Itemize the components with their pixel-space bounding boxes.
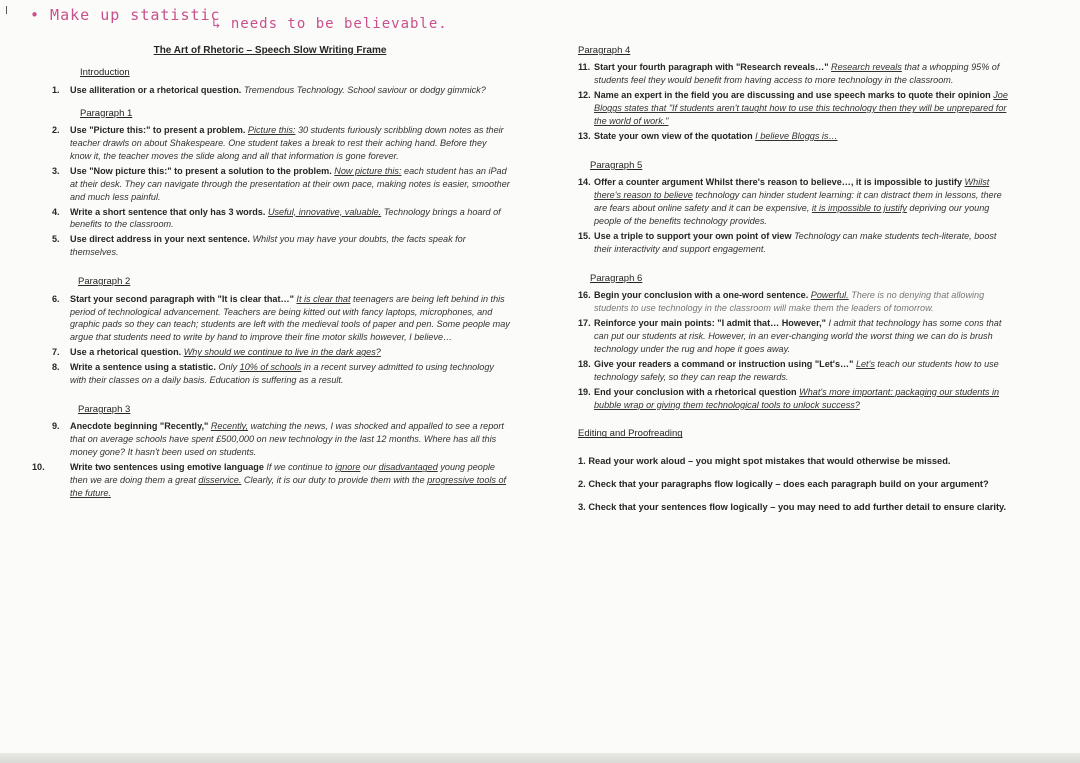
item-example-underlined: I believe Bloggs is… <box>755 131 838 142</box>
item-example-underlined: What's more important: packaging our students in bubble wrap or giving them technological tools to unlock success? <box>594 386 1000 410</box>
section-heading-paragraph-4: Paragraph 4 <box>578 45 631 56</box>
handwritten-note-2: ↳ needs to be believable. <box>212 16 448 32</box>
item-example: 30 students furiously scribbling down notes as their teacher drawls on about Shakespeare. One student takes a break to rest their aching hand. Before they know it, the teacher moves the slide along and all that information is gone forever. <box>70 125 504 161</box>
item-number: 3. <box>52 165 60 176</box>
left-column <box>30 44 510 502</box>
item-instruction: Use alliteration or a rhetorical question. <box>70 84 244 95</box>
list-item-6 <box>30 293 510 345</box>
item-example-underlined: disservice. <box>198 475 242 486</box>
item-example-underlined: It is clear that <box>296 293 351 304</box>
item-instruction: Reinforce your main points: "I admit that… However," <box>594 318 829 329</box>
page-title: The Art of Rhetoric – Speech Slow Writing Frame <box>153 45 387 56</box>
list-item-5 <box>30 233 510 259</box>
item-example: watching the news, I was shocked and appalled to see a report that on average schools have spent £500,000 on new technology in the last 12 months. Where has all this money gone? It hasn't been used on students. <box>70 421 504 458</box>
item-example: There is no denying that allowing students to use technology in the classroom will make them the leaders of tomorrow. <box>594 290 985 314</box>
list-item-16 <box>560 289 1015 315</box>
item-example-lead: Only <box>218 362 240 373</box>
item-instruction: End your conclusion with a rhetorical question <box>594 386 800 397</box>
item-instruction: Use direct address in your next sentence. <box>70 234 253 245</box>
item-instruction: Anecdote beginning "Recently," <box>70 421 211 432</box>
item-example-underlined: Now picture this: <box>334 165 402 176</box>
item-number: 14. <box>578 177 591 188</box>
section-heading-paragraph-5: Paragraph 5 <box>590 159 643 171</box>
item-example: Technology can make students tech-literate, boost their interactivity and support engagement. <box>594 231 997 254</box>
item-instruction: State your own view of the quotation <box>594 131 756 142</box>
item-instruction: Use "Picture this:" to present a problem. <box>70 125 248 136</box>
item-instruction: Begin your conclusion with a one-word sentence. <box>594 290 811 301</box>
item-instruction: Start your second paragraph with "It is clear that…" <box>70 293 297 304</box>
item-number: 16. <box>578 290 591 301</box>
page-edge-shadow <box>0 753 1080 763</box>
item-example-underlined: Whilst there's reason to believe <box>594 177 990 201</box>
list-item-10 <box>30 461 510 500</box>
item-example-underlined: progressive tools of the future. <box>70 475 507 498</box>
item-number: 18. <box>578 358 591 369</box>
item-number: 19. <box>578 386 591 397</box>
section-heading-paragraph-3: Paragraph 3 <box>78 403 131 415</box>
item-example-part: our <box>360 462 379 473</box>
list-item-18 <box>560 358 1015 384</box>
item-instruction: Write a short sentence that only has 3 words. <box>70 206 268 217</box>
item-example-underlined: Research reveals <box>831 62 902 73</box>
item-example: Technology brings a hoard of benefits to the classroom. <box>70 206 501 230</box>
right-column <box>560 44 1015 525</box>
item-number: 5. <box>52 234 60 245</box>
item-example: teenagers are being left behind in this period of technological advancement. Teachers are being kitted out with fancy laptops, microphones, and graphic pads so they can teach; students are left with the medieval tools of paper and pen. Some people may argue that students need to write by hand to improve their fine motor skills however, I believe… <box>70 293 510 343</box>
item-number: 15. <box>578 231 591 242</box>
list-item-17 <box>560 317 1015 356</box>
item-number: 2. <box>52 125 60 136</box>
item-number: 13. <box>578 131 591 142</box>
list-item-19 <box>560 386 1015 412</box>
list-item-8 <box>30 361 510 387</box>
item-number: 7. <box>52 347 60 358</box>
item-number: 11. <box>578 62 591 73</box>
list-item-1 <box>30 84 510 97</box>
item-example: Tremendous Technology. School saviour or dodgy gimmick? <box>243 84 486 95</box>
item-number: 10. <box>32 462 45 473</box>
item-example: in a recent survey admitted to using technology with their classes on a daily basis. Education is suffering as a result. <box>70 362 494 386</box>
item-example-part: young people then we are doing them a great <box>70 462 495 486</box>
list-item-9 <box>30 420 510 459</box>
item-example-underlined: Joe Bloggs states that "If students aren't taught how to use this technology then they will be unprepared for the world of work." <box>594 90 1008 127</box>
item-example: that a whopping 95% of students feel they would benefit from having access to more technology in the classroom. <box>594 62 1000 86</box>
section-heading-introduction: Introduction <box>80 67 130 79</box>
item-number: 6. <box>52 293 60 304</box>
item-example-part: depriving our young people of the benefits technology provides. <box>594 203 990 227</box>
section-heading-paragraph-1: Paragraph 1 <box>80 107 133 119</box>
list-item-3 <box>30 165 510 204</box>
item-instruction: Use "Now picture this:" to present a solution to the problem. <box>70 165 335 176</box>
item-example-underlined: Recently, <box>210 421 249 432</box>
item-number: 8. <box>52 362 60 373</box>
item-example-underlined: Powerful. <box>810 290 849 301</box>
item-example: each student has an iPad at their desk. They can navigate through the presentation at their own pace, making notes is easier, smoother and much less painful. <box>70 165 510 202</box>
item-example-underlined: Why should we continue to live in the dark ages? <box>183 347 381 358</box>
item-example-underlined: Let's <box>855 358 875 369</box>
editing-tip-3: 3. Check that your sentences flow logically – you may need to add further detail to ensure clarity. <box>578 502 1007 513</box>
item-number: 4. <box>52 206 60 217</box>
item-example: teach our students how to use technology safely, so they can reap the rewards. <box>594 358 999 382</box>
section-heading-paragraph-2: Paragraph 2 <box>78 276 131 288</box>
item-example-underlined: Useful, innovative, valuable. <box>267 206 382 217</box>
handwritten-note-1: • Make up statistic <box>30 6 221 24</box>
list-item-4 <box>30 206 510 232</box>
list-item-12 <box>560 89 1015 128</box>
item-number: 17. <box>578 318 591 329</box>
item-instruction: Use a triple to support your own point of view <box>594 231 795 242</box>
item-instruction: Offer a counter argument Whilst there's reason to believe…, it is impossible to justify <box>594 177 965 188</box>
page-mark <box>6 6 7 14</box>
item-example: technology can hinder student learning: it can distract them in lessons, there are fears about online safety and it can be expensive, <box>594 190 1002 214</box>
item-example-lead: If we continue to <box>266 462 336 473</box>
item-instruction: Write a sentence using a statistic. <box>70 362 219 373</box>
list-item-11 <box>560 61 1015 87</box>
section-heading-paragraph-6: Paragraph 6 <box>590 272 643 284</box>
item-example: Whilst you may have your doubts, the facts speak for themselves. <box>70 234 466 258</box>
item-example: I admit that technology has some cons that can put our students at risk. However, in an ever-changing world the worst thing we can do is brush technology under the rug and hope it goes away. <box>594 318 1002 354</box>
editing-tip-1: 1. Read your work aloud – you might spot mistakes that would otherwise be missed. <box>578 455 951 466</box>
item-instruction: Name an expert in the field you are discussing and use speech marks to quote their opinion <box>594 90 994 101</box>
item-instruction: Start your fourth paragraph with "Research reveals…" <box>594 62 832 73</box>
list-item-13 <box>560 130 1015 143</box>
item-number: 9. <box>52 421 60 432</box>
item-instruction: Write two sentences using emotive language <box>70 462 267 473</box>
section-heading-editing: Editing and Proofreading <box>578 428 683 440</box>
list-item-14 <box>560 176 1015 228</box>
item-example-underlined: ignore <box>335 462 361 473</box>
item-instruction: Give your readers a command or instruction using "Let's…" <box>594 358 856 369</box>
item-example-part: Clearly, it is our duty to provide them with the <box>241 475 428 486</box>
list-item-2 <box>30 124 510 163</box>
editing-tip-2: 2. Check that your paragraphs flow logically – does each paragraph build on your argument? <box>578 479 989 490</box>
item-number: 1. <box>52 84 60 95</box>
item-example-underlined: 10% of schools <box>239 362 302 373</box>
item-example-underlined: it is impossible to justify <box>811 203 907 214</box>
list-item-15 <box>560 230 1015 256</box>
item-example-underlined: Picture this: <box>247 125 296 136</box>
item-example-underlined: disadvantaged <box>378 462 438 473</box>
list-item-7 <box>30 346 510 359</box>
item-number: 12. <box>578 90 591 101</box>
item-instruction: Use a rhetorical question. <box>70 347 184 358</box>
